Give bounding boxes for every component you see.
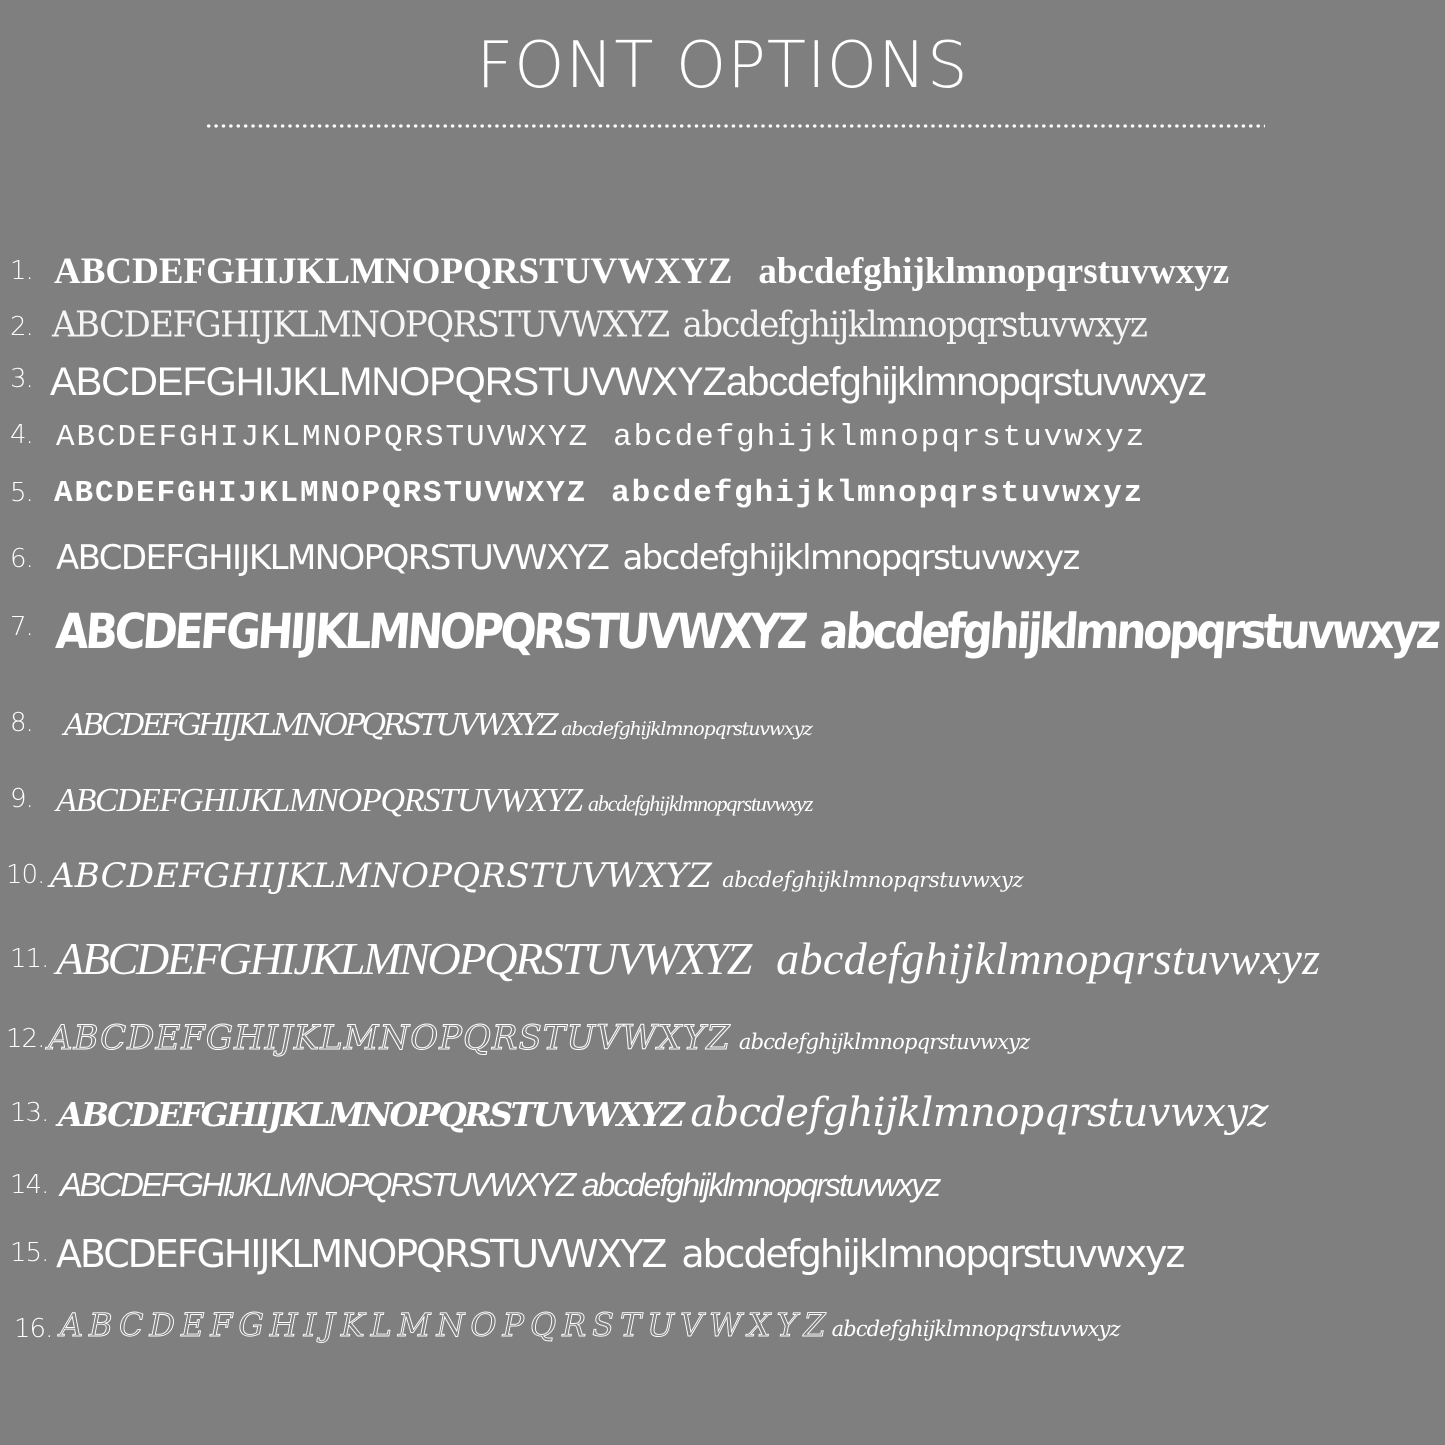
font-sample-lowercase: abcdefghijklmnopqrstuvwxyz <box>561 718 812 740</box>
font-option-14 <box>0 1166 1445 1216</box>
page-title: FONT OPTIONS <box>476 29 969 103</box>
font-sample <box>56 420 1146 455</box>
font-option-number: 8. <box>10 708 33 738</box>
font-option-4 <box>0 418 1445 464</box>
font-sample-uppercase: ABCDEFGHIJKLMNOPQRSTUVWXYZ <box>56 538 609 578</box>
font-sample <box>60 1166 940 1204</box>
font-option-number: 12. <box>6 1024 45 1054</box>
font-option-number: 6. <box>10 544 33 574</box>
font-sample-uppercase: ABCDEFGHIJKLMNOPQRSTUVWXYZ <box>56 420 590 455</box>
font-option-6 <box>0 536 1445 584</box>
font-sample-uppercase: ABCDEFGHIJKLMNOPQRSTUVWXYZ <box>50 856 713 896</box>
font-sample-uppercase: ABCDEFGHIJKLMNOPQRSTUVWXYZ <box>54 476 588 511</box>
font-option-1 <box>0 250 1445 300</box>
font-sample-uppercase: ABCDEFGHIJKLMNOPQRSTUVWXYZ <box>54 251 733 292</box>
font-option-11 <box>0 926 1445 1010</box>
font-option-7 <box>0 604 1445 674</box>
font-sample-uppercase: ABCDEFGHIJKLMNOPQRSTUVWXYZ <box>60 1166 574 1203</box>
font-sample-uppercase: ABCDEFGHIJKLMNOPQRSTUVWXYZ <box>56 933 751 984</box>
font-sample-lowercase: abcdefghijklmnopqrstuvwxyz <box>611 476 1145 511</box>
font-sample <box>52 306 1146 346</box>
font-sample-lowercase: abcdefghijklmnopqrstuvwxyz <box>622 538 1079 578</box>
font-sample-lowercase: abcdefghijklmnopqrstuvwxyz <box>758 251 1230 292</box>
font-sample-uppercase: ABCDEFGHIJKLMNOPQRSTUVWXYZ <box>50 360 726 404</box>
font-option-13 <box>0 1090 1445 1144</box>
font-option-number: 5. <box>10 478 33 508</box>
font-option-15 <box>0 1232 1445 1284</box>
font-sample <box>64 708 812 743</box>
dotted-divider <box>205 124 1265 128</box>
font-option-number: 7. <box>10 612 33 642</box>
font-sample-lowercase: abcdefghijklmnopqrstuvwxyz <box>818 604 1440 661</box>
font-option-number: 4. <box>10 420 33 450</box>
font-option-number: 2. <box>10 312 33 342</box>
font-option-9 <box>0 782 1445 828</box>
font-sample-lowercase: abcdefghijklmnopqrstuvwxyz <box>581 1167 940 1203</box>
font-sample <box>56 1232 1183 1276</box>
font-sample <box>54 476 1144 511</box>
font-option-number: 3. <box>10 364 33 394</box>
font-sample-lowercase: abcdefghijklmnopqrstuvwxyz <box>681 1232 1184 1276</box>
font-sample-uppercase: ABCDEFGHIJKLMNOPQRSTUVWXYZ <box>60 1306 832 1344</box>
font-sample-uppercase: ABCDEFGHIJKLMNOPQRSTUVWXYZ <box>56 782 582 819</box>
font-sample <box>60 1306 1120 1344</box>
font-option-number: 15. <box>10 1238 49 1268</box>
font-sample-lowercase: abcdefghijklmnopqrstuvwxyz <box>588 791 813 816</box>
font-sample-uppercase: ABCDEFGHIJKLMNOPQRSTUVWXYZ <box>58 1095 683 1134</box>
font-sample-lowercase: abcdefghijklmnopqrstuvwxyz <box>776 933 1321 984</box>
font-sample-lowercase: abcdefghijklmnopqrstuvwxyz <box>690 1090 1268 1136</box>
font-sample-lowercase: abcdefghijklmnopqrstuvwxyz <box>738 1030 1030 1054</box>
font-sample-lowercase: abcdefghijklmnopqrstuvwxyz <box>831 1317 1120 1341</box>
font-sample-uppercase: ABCDEFGHIJKLMNOPQRSTUVWXYZ <box>52 306 669 346</box>
font-option-number: 14. <box>10 1170 49 1200</box>
font-option-number: 16. <box>14 1314 53 1344</box>
font-sample-uppercase: ABCDEFGHIJKLMNOPQRSTUVWXYZ <box>56 1232 666 1276</box>
font-sample-lowercase: abcdefghijklmnopqrstuvwxyz <box>725 360 1207 404</box>
font-option-5 <box>0 474 1445 520</box>
font-sample <box>50 360 1206 405</box>
font-sample-lowercase: abcdefghijklmnopqrstuvwxyz <box>682 306 1147 346</box>
font-option-3 <box>0 360 1445 412</box>
font-option-12 <box>0 1018 1445 1068</box>
font-option-16 <box>0 1306 1445 1356</box>
font-sample-uppercase: ABCDEFGHIJKLMNOPQRSTUVWXYZ <box>64 708 556 743</box>
font-option-10 <box>0 856 1445 904</box>
font-sample <box>54 604 1440 660</box>
font-option-number: 13. <box>10 1098 49 1128</box>
font-option-number: 10. <box>6 860 45 890</box>
font-sample <box>54 250 1229 293</box>
font-option-2 <box>0 306 1445 356</box>
font-sample <box>56 538 1079 578</box>
font-sample <box>56 932 1320 985</box>
font-sample <box>48 1018 1029 1058</box>
font-sample <box>58 1090 1268 1136</box>
font-sample <box>50 856 1023 896</box>
font-option-number: 11. <box>10 944 49 974</box>
font-option-number: 9. <box>10 784 33 814</box>
font-option-number: 1. <box>10 256 33 286</box>
font-sample-uppercase: ABCDEFGHIJKLMNOPQRSTUVWXYZ <box>54 604 807 661</box>
font-sample <box>56 782 812 820</box>
font-sample-uppercase: ABCDEFGHIJKLMNOPQRSTUVWXYZ <box>48 1018 731 1058</box>
font-sample-lowercase: abcdefghijklmnopqrstuvwxyz <box>722 868 1024 892</box>
font-sample-lowercase: abcdefghijklmnopqrstuvwxyz <box>613 420 1147 455</box>
font-option-8 <box>0 706 1445 752</box>
